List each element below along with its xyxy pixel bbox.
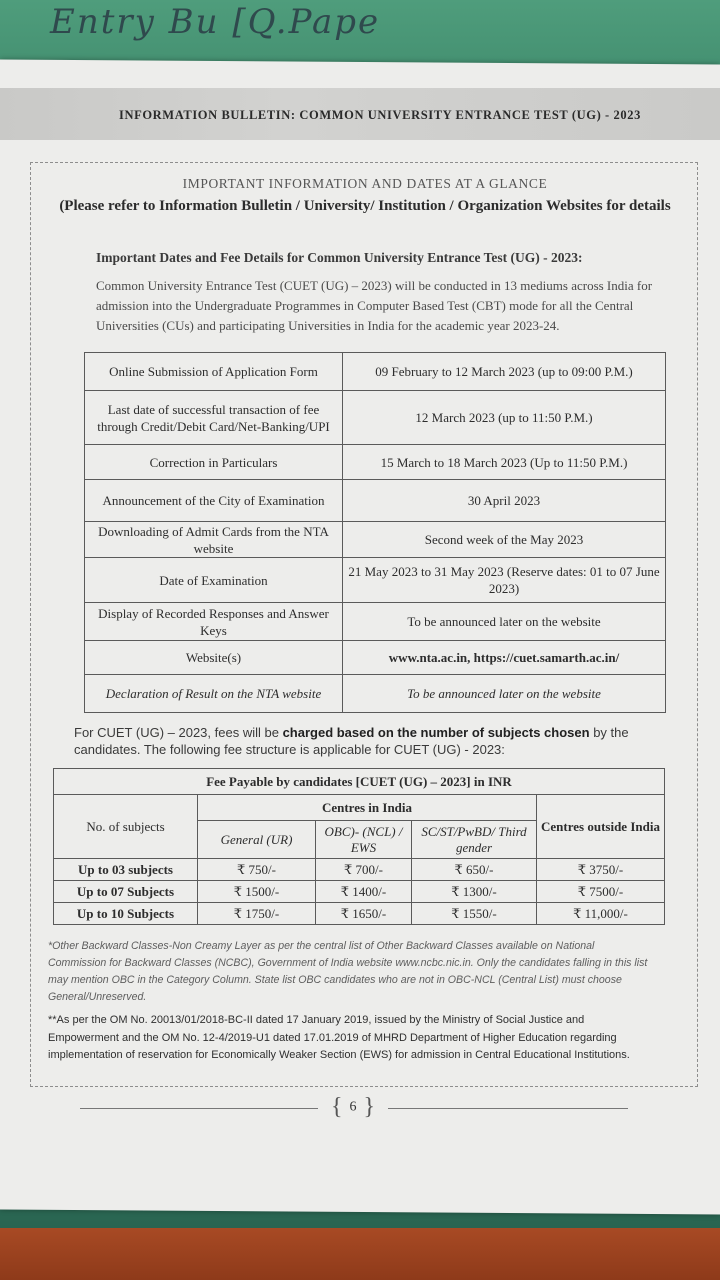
date-value: 09 February to 12 March 2023 (up to 09:00 P.M.) xyxy=(343,353,666,391)
table-row xyxy=(85,603,666,641)
date-label: Date of Examination xyxy=(85,558,343,603)
date-value: 21 May 2023 to 31 May 2023 (Reserve dates: 01 to 07 June 2023) xyxy=(343,558,666,603)
table-row xyxy=(54,859,665,881)
important-dates-table xyxy=(84,352,666,713)
fee-cell: ₹ 650/- xyxy=(412,859,537,881)
brace-right-icon: } xyxy=(363,1094,376,1120)
fee-cell: ₹ 700/- xyxy=(316,859,412,881)
date-value: To be announced later on the website xyxy=(343,675,666,713)
date-value: Second week of the May 2023 xyxy=(343,522,666,558)
column-header-subjects: No. of subjects xyxy=(54,795,198,859)
footnote-ews: **As per the OM No. 20013/01/2018-BC-II dated 17 January 2019, issued by the Ministry of Social Justice and Empowerment and the OM No. 12-4/2019-U1 dated 17.01.2019 of MHRD Department of Higher Education regarding implementation of reservation for Economically Weaker Section (EWS) for admission in Central Educational Institutions. xyxy=(48,1014,630,1061)
table-row xyxy=(54,795,665,821)
fee-cell: ₹ 1550/- xyxy=(412,903,537,925)
column-header-outside: Centres outside India xyxy=(537,795,665,859)
page-number: 6 xyxy=(349,1099,357,1115)
column-header-obc: OBC)- (NCL) / EWS xyxy=(316,821,412,859)
fee-cell: ₹ 1500/- xyxy=(198,881,316,903)
date-label: Display of Recorded Responses and Answer Keys xyxy=(85,603,343,641)
date-label: Announcement of the City of Examination xyxy=(85,480,343,522)
date-label: Correction in Particulars xyxy=(85,445,343,480)
date-value: To be announced later on the website xyxy=(343,603,666,641)
website-value: www.nta.ac.in, https://cuet.samarth.ac.in/ xyxy=(343,641,666,675)
dates-heading: Important Dates and Fee Details for Common University Entrance Test (UG) - 2023: xyxy=(96,250,583,265)
date-label: Website(s) xyxy=(85,641,343,675)
column-header-sc: SC/ST/PwBD/ Third gender xyxy=(412,821,537,859)
fee-note xyxy=(74,724,692,758)
refer-note: (Please refer to Information Bulletin / University/ Institution / Organization Websites for details xyxy=(59,198,671,214)
intro-paragraph: Common University Entrance Test (CUET (UG) – 2023) will be conducted in 13 mediums across India for admission into the Undergraduate Programmes in Computer Based Test (CBT) mode for all the Central Universities (CUs) and participating Universities in India for the academic year 2023-24. xyxy=(96,278,653,333)
footer-rule-left xyxy=(80,1108,318,1109)
table-row xyxy=(85,522,666,558)
table-row xyxy=(85,480,666,522)
fee-note-bold: charged based on the number of subjects chosen xyxy=(282,725,590,740)
fee-cell: ₹ 1750/- xyxy=(198,903,316,925)
page-number-block xyxy=(318,1094,388,1121)
fee-cell: ₹ 1300/- xyxy=(412,881,537,903)
fee-cell: ₹ 7500/- xyxy=(537,881,665,903)
date-value: 15 March to 18 March 2023 (Up to 11:50 P.M.) xyxy=(343,445,666,480)
fee-cell: ₹ 1400/- xyxy=(316,881,412,903)
date-value: 12 March 2023 (up to 11:50 P.M.) xyxy=(343,391,666,445)
table-row xyxy=(85,675,666,713)
table-row xyxy=(85,353,666,391)
table-row xyxy=(54,769,665,795)
table-row xyxy=(85,641,666,675)
fee-note-text: For CUET (UG) – 2023, fees will be xyxy=(74,725,283,740)
date-label: Last date of successful transaction of fee through Credit/Debit Card/Net-Banking/UPI xyxy=(85,391,343,445)
table-row xyxy=(85,558,666,603)
fee-cell: ₹ 11,000/- xyxy=(537,903,665,925)
column-header-general: General (UR) xyxy=(198,821,316,859)
date-label: Declaration of Result on the NTA website xyxy=(85,675,343,713)
date-value: 30 April 2023 xyxy=(343,480,666,522)
fee-cell: ₹ 750/- xyxy=(198,859,316,881)
brace-left-icon: { xyxy=(330,1094,343,1120)
fee-cell: ₹ 1650/- xyxy=(316,903,412,925)
photo-table-edge xyxy=(0,1228,720,1280)
subjects-cell: Up to 07 Subjects xyxy=(54,881,198,903)
fee-table-title: Fee Payable by candidates [CUET (UG) – 2023] in INR xyxy=(54,769,665,795)
fee-note-text-end: by the candidates. The following fee structure is applicable for CUET (UG) - 2023: xyxy=(74,725,629,757)
subjects-cell: Up to 10 Subjects xyxy=(54,903,198,925)
column-header-india: Centres in India xyxy=(198,795,537,821)
important-info-title: IMPORTANT INFORMATION AND DATES AT A GLANCE xyxy=(182,176,548,191)
table-row xyxy=(54,881,665,903)
table-row xyxy=(54,903,665,925)
subjects-cell: Up to 03 subjects xyxy=(54,859,198,881)
fee-cell: ₹ 3750/- xyxy=(537,859,665,881)
table-row xyxy=(85,391,666,445)
footnote-obc: *Other Backward Classes-Non Creamy Layer as per the central list of Other Backward Classes available on National Commission for Backward Classes (NCBC), Government of India website www.ncbc.nic.in. Only the candidates falling in this list may mention OBC in the Category Column. State list OBC candidates who are not in OBC-NCL (Central List) must choose General/Unreserved. xyxy=(48,940,648,1003)
table-row xyxy=(85,445,666,480)
date-label: Online Submission of Application Form xyxy=(85,353,343,391)
footer-rule-right xyxy=(388,1108,628,1109)
fee-table xyxy=(53,768,665,925)
bulletin-header-title: INFORMATION BULLETIN: COMMON UNIVERSITY ENTRANCE TEST (UG) - 2023 xyxy=(119,108,641,122)
handwritten-annotation: Entry Bu [Q.Pape xyxy=(50,2,381,42)
date-label: Downloading of Admit Cards from the NTA website xyxy=(85,522,343,558)
